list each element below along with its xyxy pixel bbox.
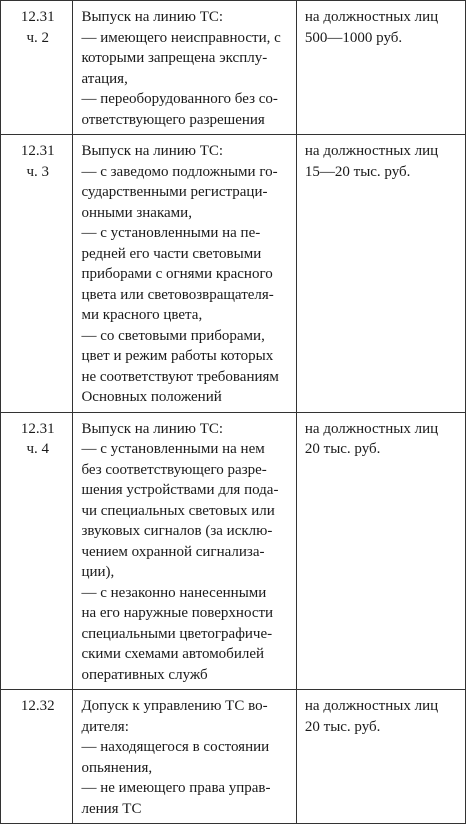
fine-cell: [296, 1, 465, 135]
description-line: чи специальных световых или: [81, 502, 275, 519]
description-line: ции),: [81, 564, 115, 580]
description-line: чением охранной сигнализа-: [81, 543, 265, 560]
article-cell: [1, 135, 73, 413]
description-line: Выпуск на линию ТС:: [81, 9, 224, 25]
violation-description: [73, 412, 296, 690]
description-line: — находящегося в состоянии: [81, 739, 270, 755]
description-line: Допуск к управлению ТС во-: [81, 698, 268, 714]
description-line: без соответствующего разре-: [81, 461, 267, 478]
article-cell: [1, 1, 73, 135]
description-line: — не имеющего права управ-: [81, 780, 271, 796]
description-line: онными знаками,: [81, 204, 192, 221]
description-line: Основных положений: [81, 389, 222, 405]
description-line: дителя:: [81, 718, 129, 735]
description-line: — имеющего неисправности, с: [81, 29, 281, 46]
description-line: сударственными регистраци-: [81, 184, 268, 200]
description-line: не соответствуют требованиям: [81, 368, 279, 385]
description-line: редней его части световыми: [81, 245, 262, 262]
description-line: ления ТС: [81, 800, 142, 817]
fine-cell: [296, 412, 465, 690]
fine-amount: 20 тыс. руб.: [304, 441, 381, 457]
description-line: — с заведомо подложными го-: [81, 163, 278, 180]
violation-description: [73, 1, 296, 135]
article-number: 12.32: [20, 698, 55, 714]
article-part: ч. 3: [26, 163, 49, 180]
description-line: Выпуск на линию ТС:: [81, 143, 224, 159]
fine-amount: 20 тыс. руб.: [304, 718, 381, 735]
fine-cell: [296, 135, 465, 413]
description-line: опьянения,: [81, 759, 153, 776]
article-cell: [1, 412, 73, 690]
description-line: которыми запрещена эксплу-: [81, 50, 268, 66]
description-line: ответствующего разрешения: [81, 111, 265, 128]
description-line: шения устройствами для пода-: [81, 482, 279, 498]
table-row: [1, 690, 466, 824]
fine-subject: на должностных лиц: [304, 143, 439, 159]
article-number: 12.31: [20, 420, 55, 437]
description-line: ми красного цвета,: [81, 307, 203, 323]
fine-cell: [296, 690, 465, 824]
description-line: специальными цветографиче-: [81, 625, 273, 642]
description-line: — с незаконно нанесенными: [81, 584, 267, 601]
description-line: — переоборудованного без со-: [81, 91, 278, 107]
description-line: на его наружные поверхности: [81, 605, 274, 621]
article-number: 12.31: [20, 143, 55, 159]
article-part: ч. 2: [26, 29, 49, 46]
description-line: атация,: [81, 70, 128, 87]
description-line: — со световыми приборами,: [81, 327, 265, 344]
table-row: [1, 135, 466, 413]
violation-description: [73, 690, 296, 824]
fine-subject: на должностных лиц: [304, 9, 439, 25]
violation-description: [73, 135, 296, 413]
fine-subject: на должностных лиц: [304, 698, 439, 714]
description-line: скими схемами автомобилей: [81, 646, 265, 662]
description-line: звуковых сигналов (за исклю-: [81, 523, 273, 539]
fine-amount: 500—1000 руб.: [304, 29, 403, 46]
description-line: цвет и режим работы которых: [81, 348, 274, 364]
description-line: — с установленными на пе-: [81, 225, 261, 241]
table-row: [1, 412, 466, 690]
article-number: 12.31: [20, 9, 55, 25]
fine-subject: на должностных лиц: [304, 420, 439, 437]
description-line: приборами с огнями красного: [81, 266, 273, 282]
table-row: [1, 1, 466, 135]
description-line: цвета или световозвращателя-: [81, 286, 274, 303]
description-line: оперативных служб: [81, 666, 208, 683]
fine-amount: 15—20 тыс. руб.: [304, 163, 411, 180]
description-line: — с установленными на нем: [81, 441, 265, 457]
description-line: Выпуск на линию ТС:: [81, 420, 224, 437]
article-part: ч. 4: [26, 441, 49, 457]
article-cell: [1, 690, 73, 824]
